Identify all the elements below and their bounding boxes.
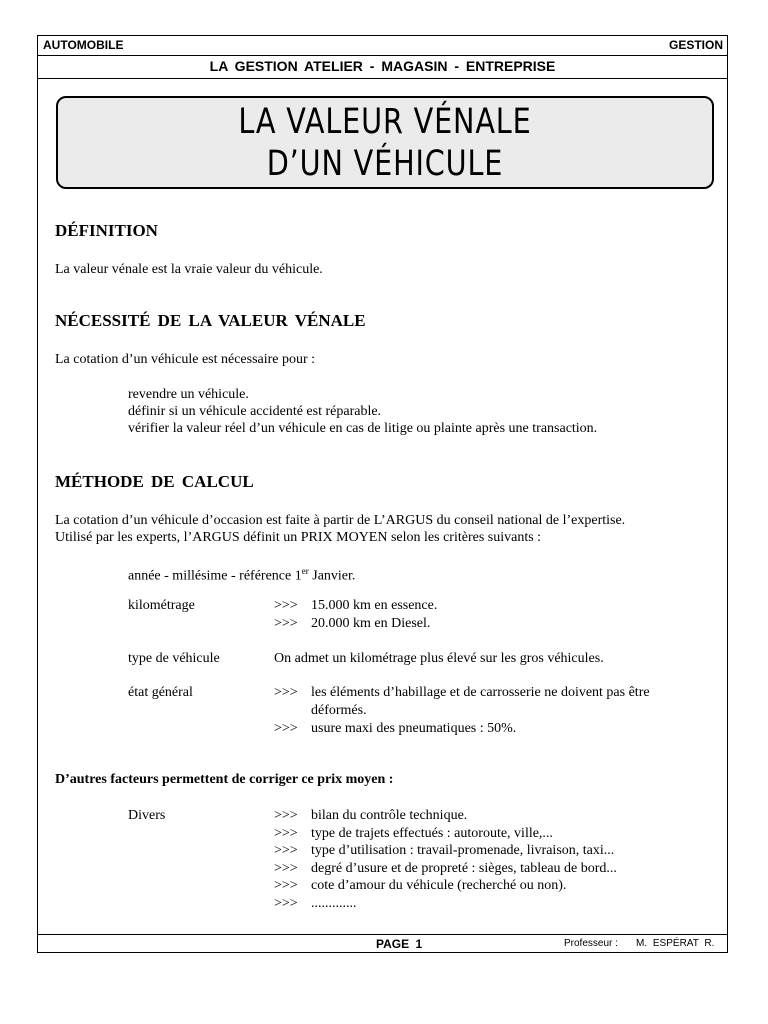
title-line-2: D’UN VÉHICULE <box>266 144 504 184</box>
divers-label: Divers <box>128 808 166 823</box>
km-value-1: 15.000 km en essence. <box>311 598 438 613</box>
necessite-heading: NÉCESSITÉ DE LA VALEUR VÉNALE <box>55 311 366 330</box>
type-label: type de véhicule <box>128 651 220 666</box>
title-line-1: LA VALEUR VÉNALE <box>238 102 532 142</box>
facteurs-heading: D’autres facteurs permettent de corriger ce prix moyen : <box>55 772 394 787</box>
type-text: On admet un kilométrage plus élevé sur les gros véhicules. <box>274 651 604 666</box>
divers-arrow: >>> <box>274 808 298 823</box>
necessite-intro: La cotation d’un véhicule est nécessaire pour : <box>55 352 316 367</box>
page-number: PAGE 1 <box>376 937 423 951</box>
etat-arrow-1: >>> <box>274 685 298 700</box>
divers-arrow: >>> <box>274 826 298 841</box>
divers-arrow: >>> <box>274 861 298 876</box>
km-arrow-2: >>> <box>274 616 298 631</box>
header-right: GESTION <box>668 38 723 52</box>
divers-arrow: >>> <box>274 878 298 893</box>
etat-label: état général <box>128 685 193 700</box>
divers-item: ............. <box>311 896 357 911</box>
divers-item: type de trajets effectués : autoroute, ville,... <box>311 826 553 841</box>
necessite-item-1: revendre un véhicule. <box>128 387 249 402</box>
necessite-item-2: définir si un véhicule accidenté est réparable. <box>128 404 382 419</box>
professor-label: Professeur : <box>564 938 618 949</box>
professor-name: M. ESPÉRAT R. <box>636 938 715 949</box>
divers-item: bilan du contrôle technique. <box>311 808 468 823</box>
methode-line-1: La cotation d’un véhicule d’occasion est faite à partir de L’ARGUS du conseil national de l’expertise. <box>55 513 626 528</box>
footer <box>38 934 727 954</box>
definition-text: La valeur vénale est la vraie valeur du véhicule. <box>55 262 323 277</box>
methode-heading: MÉTHODE DE CALCUL <box>55 472 254 491</box>
km-arrow-1: >>> <box>274 598 298 613</box>
divers-item: degré d’usure et de propreté : sièges, tableau de bord... <box>311 861 617 876</box>
km-value-2: 20.000 km en Diesel. <box>311 616 431 631</box>
etat-text-1b: déformés. <box>311 703 367 718</box>
divers-arrow: >>> <box>274 843 298 858</box>
divers-arrow: >>> <box>274 896 298 911</box>
title-box <box>56 96 714 189</box>
km-label: kilométrage <box>128 598 195 613</box>
definition-heading: DÉFINITION <box>55 221 158 240</box>
divers-item: cote d’amour du véhicule (recherché ou non). <box>311 878 567 893</box>
etat-text-2: usure maxi des pneumatiques : 50%. <box>311 721 517 736</box>
header-top <box>38 36 727 56</box>
header-subtitle: LA GESTION ATELIER - MAGASIN - ENTREPRISE <box>38 55 727 79</box>
necessite-item-3: vérifier la valeur réel d’un véhicule en cas de litige ou plainte après une transaction. <box>128 421 598 436</box>
header-left: AUTOMOBILE <box>43 38 124 52</box>
methode-line-2: Utilisé par les experts, l’ARGUS définit un PRIX MOYEN selon les critères suivants : <box>55 530 542 545</box>
methode-annee: année - millésime - référence 1er Janvier. <box>128 566 356 584</box>
etat-text-1a: les éléments d’habillage et de carrosserie ne doivent pas être <box>311 685 650 700</box>
etat-arrow-2: >>> <box>274 721 298 736</box>
divers-item: type d’utilisation : travail-promenade, livraison, taxi... <box>311 843 615 858</box>
page-frame <box>37 35 728 953</box>
